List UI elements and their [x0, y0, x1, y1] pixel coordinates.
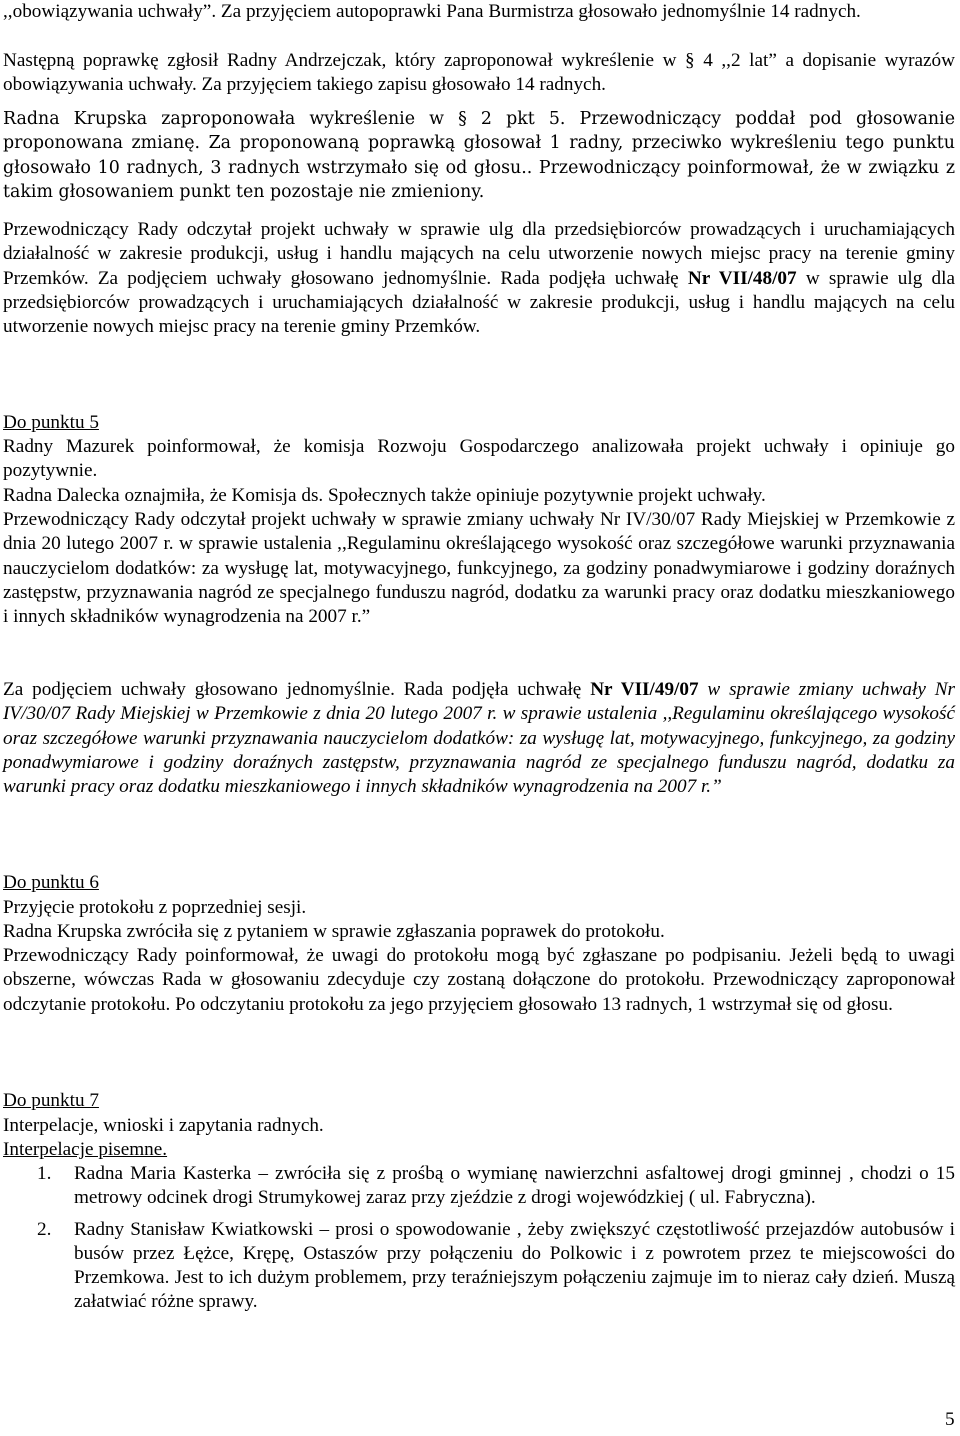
heading-item-6: Do punktu 6	[3, 872, 99, 893]
resolution-48-outro: w sprawie ulg dla przedsiębiorców prowadzących i uruchamiających działalność w zakresie produkcji, usług i handlu mających na celu utworzenie nowych miejsc pracy na terenie gminy Przemków.	[3, 267, 955, 338]
paragraph-andrzejczak-amendment: Następną poprawkę zgłosił Radny Andrzejczak, który zaproponował wykreślenie w § 4 ,,2 lat” a dopisanie wyrazów obowiązywania uchwały. Za przyjęciem takiego zapisu głosowało 14 radnych.	[3, 50, 955, 96]
resolution-48-number: Nr VII/48/07	[687, 267, 797, 289]
heading-written-interpellations: Interpelacje pisemne.	[3, 1139, 168, 1160]
list-item	[3, 1162, 955, 1211]
paragraph-protocol-adoption: Przyjęcie protokołu z poprzedniej sesji.	[3, 897, 307, 918]
list-item-number: 2.	[37, 1218, 52, 1240]
paragraph-dalecka-opinion: Radna Dalecka oznajmiła, że Komisja ds. Społecznych także opiniuje pozytywnie projekt uchwały.	[3, 485, 766, 506]
paragraph-interpellations: Interpelacje, wnioski i zapytania radnych.	[3, 1115, 324, 1136]
paragraph-krupska-question: Radna Krupska zwróciła się z pytaniem w sprawie zgłaszania poprawek do protokołu.	[3, 921, 665, 942]
resolution-49-title: w sprawie zmiany uchwały Nr IV/30/07 Rady Miejskiej w Przemkowie z dnia 20 lutego 2007 r. w sprawie ustalenia ,,Regulaminu określającego wysokość oraz szczegółowe warunki przyznawania nauczycielom dodatków: za wysługę lat, motywacyjnego, funkcyjnego, za godziny ponadwymiarowe i godziny doraźnych zastępstw, przyznawania nagród ze specjalnego funduszu nagród, dodatku za warunki pracy oraz dodatku mieszkaniowego i innych składników wynagrodzenia na 2007 r.”	[3, 679, 955, 798]
paragraph-resolution-48	[3, 218, 955, 339]
paragraph-protocol-vote: Przewodniczący Rady poinformował, że uwagi do protokołu mogą być zgłaszane po podpisaniu. Jeżeli będą to uwagi obszerne, wówczas Rada w głosowaniu zdecyduje czy zostaną dołączone do protokołu. Przewodniczący zaproponował odczytanie protokołu. Po odczytaniu protokołu za jego przyjęciem głosowało 13 radnych, 1 wstrzymał się od głosu.	[3, 945, 955, 1015]
paragraph-mazurek-opinion: Radny Mazurek poinformował, że komisja Rozwoju Gospodarczego analizowała projekt uchwały i opiniuje go pozytywnie.	[3, 436, 955, 482]
list-item-text: Radna Maria Kasterka – zwróciła się z prośbą o wymianę nawierzchni asfaltowej drogi gminnej , chodzi o 15 metrowy odcinek drogi Strumykowej zaraz przy zjeździe z drogi wojewódzkiej ( ul. Fabryczna).	[74, 1163, 955, 1209]
list-item	[3, 1218, 955, 1315]
paragraph-resolution-49	[3, 678, 955, 799]
page-number: 5	[945, 1409, 955, 1430]
resolution-49-intro: Za podjęciem uchwały głosowano jednomyślnie. Rada podjęła uchwałę	[3, 679, 591, 700]
list-item-number: 1.	[37, 1163, 52, 1184]
resolution-48-intro: Przewodniczący Rady odczytał projekt uchwały w sprawie ulg dla przedsiębiorców prowadzących i uruchamiających działalność w zakresie produkcji, usług i handlu mających na celu utworzenie nowych miejsc pracy na terenie gminy Przemków. Za podjęciem uchwały głosowano jednomyślnie. Rada podjęła uchwałę	[3, 219, 955, 289]
heading-item-5: Do punktu 5	[3, 412, 99, 433]
paragraph-resolution-iv-30-07: Przewodniczący Rady odczytał projekt uchwały w sprawie zmiany uchwały Nr IV/30/07 Rady Miejskiej w Przemkowie z dnia 20 lutego 2007 r. w sprawie ustalenia ,,Regulaminu określającego wysokość oraz szczegółowe warunki przyznawania nauczycielom dodatków: za wysługę lat, motywacyjnego, funkcyjnego, za godziny ponadwymiarowe i godziny doraźnych zastępstw, przyznawania nagród ze specjalnego funduszu nagród, dodatku za warunki pracy oraz dodatku mieszkaniowego i innych składników wynagrodzenia na 2007 r.”	[3, 509, 955, 628]
list-item-text: Radny Stanisław Kwiatkowski – prosi o spowodowanie , żeby zwiększyć częstotliwość przejazdów autobusów i busów przez Łężce, Krępę, Ostaszów przy połączeniu do Polkowic i z powrotem przez te miejscowości do Przemkowa. Jest to ich dużym problemem, przy teraźniejszym połączeniu zajmuje im to nieraz cały dzień. Muszą załatwiać różne sprawy.	[74, 1218, 955, 1313]
paragraph-autopoprawka: ,,obowiązywania uchwały”. Za przyjęciem autopoprawki Pana Burmistrza głosowało jednomyślnie 14 radnych.	[3, 1, 861, 22]
paragraph-krupska-amendment: Radna Krupska zaproponowała wykreślenie w § 2 pkt 5. Przewodniczący poddał pod głosowanie proponowana zmianę. Za proponowaną poprawką głosował 1 radny, przeciwko wykreśleniu tego punktu głosowało 10 radnych, 3 radnych wstrzymało się od głosu.. Przewodniczący poinformował, że w związku z takim głosowaniem punkt ten pozostaje nie zmieniony.	[3, 109, 955, 202]
interpellation-list	[3, 1162, 955, 1315]
heading-item-7: Do punktu 7	[3, 1090, 99, 1111]
resolution-49-number: Nr VII/49/07	[590, 679, 699, 700]
